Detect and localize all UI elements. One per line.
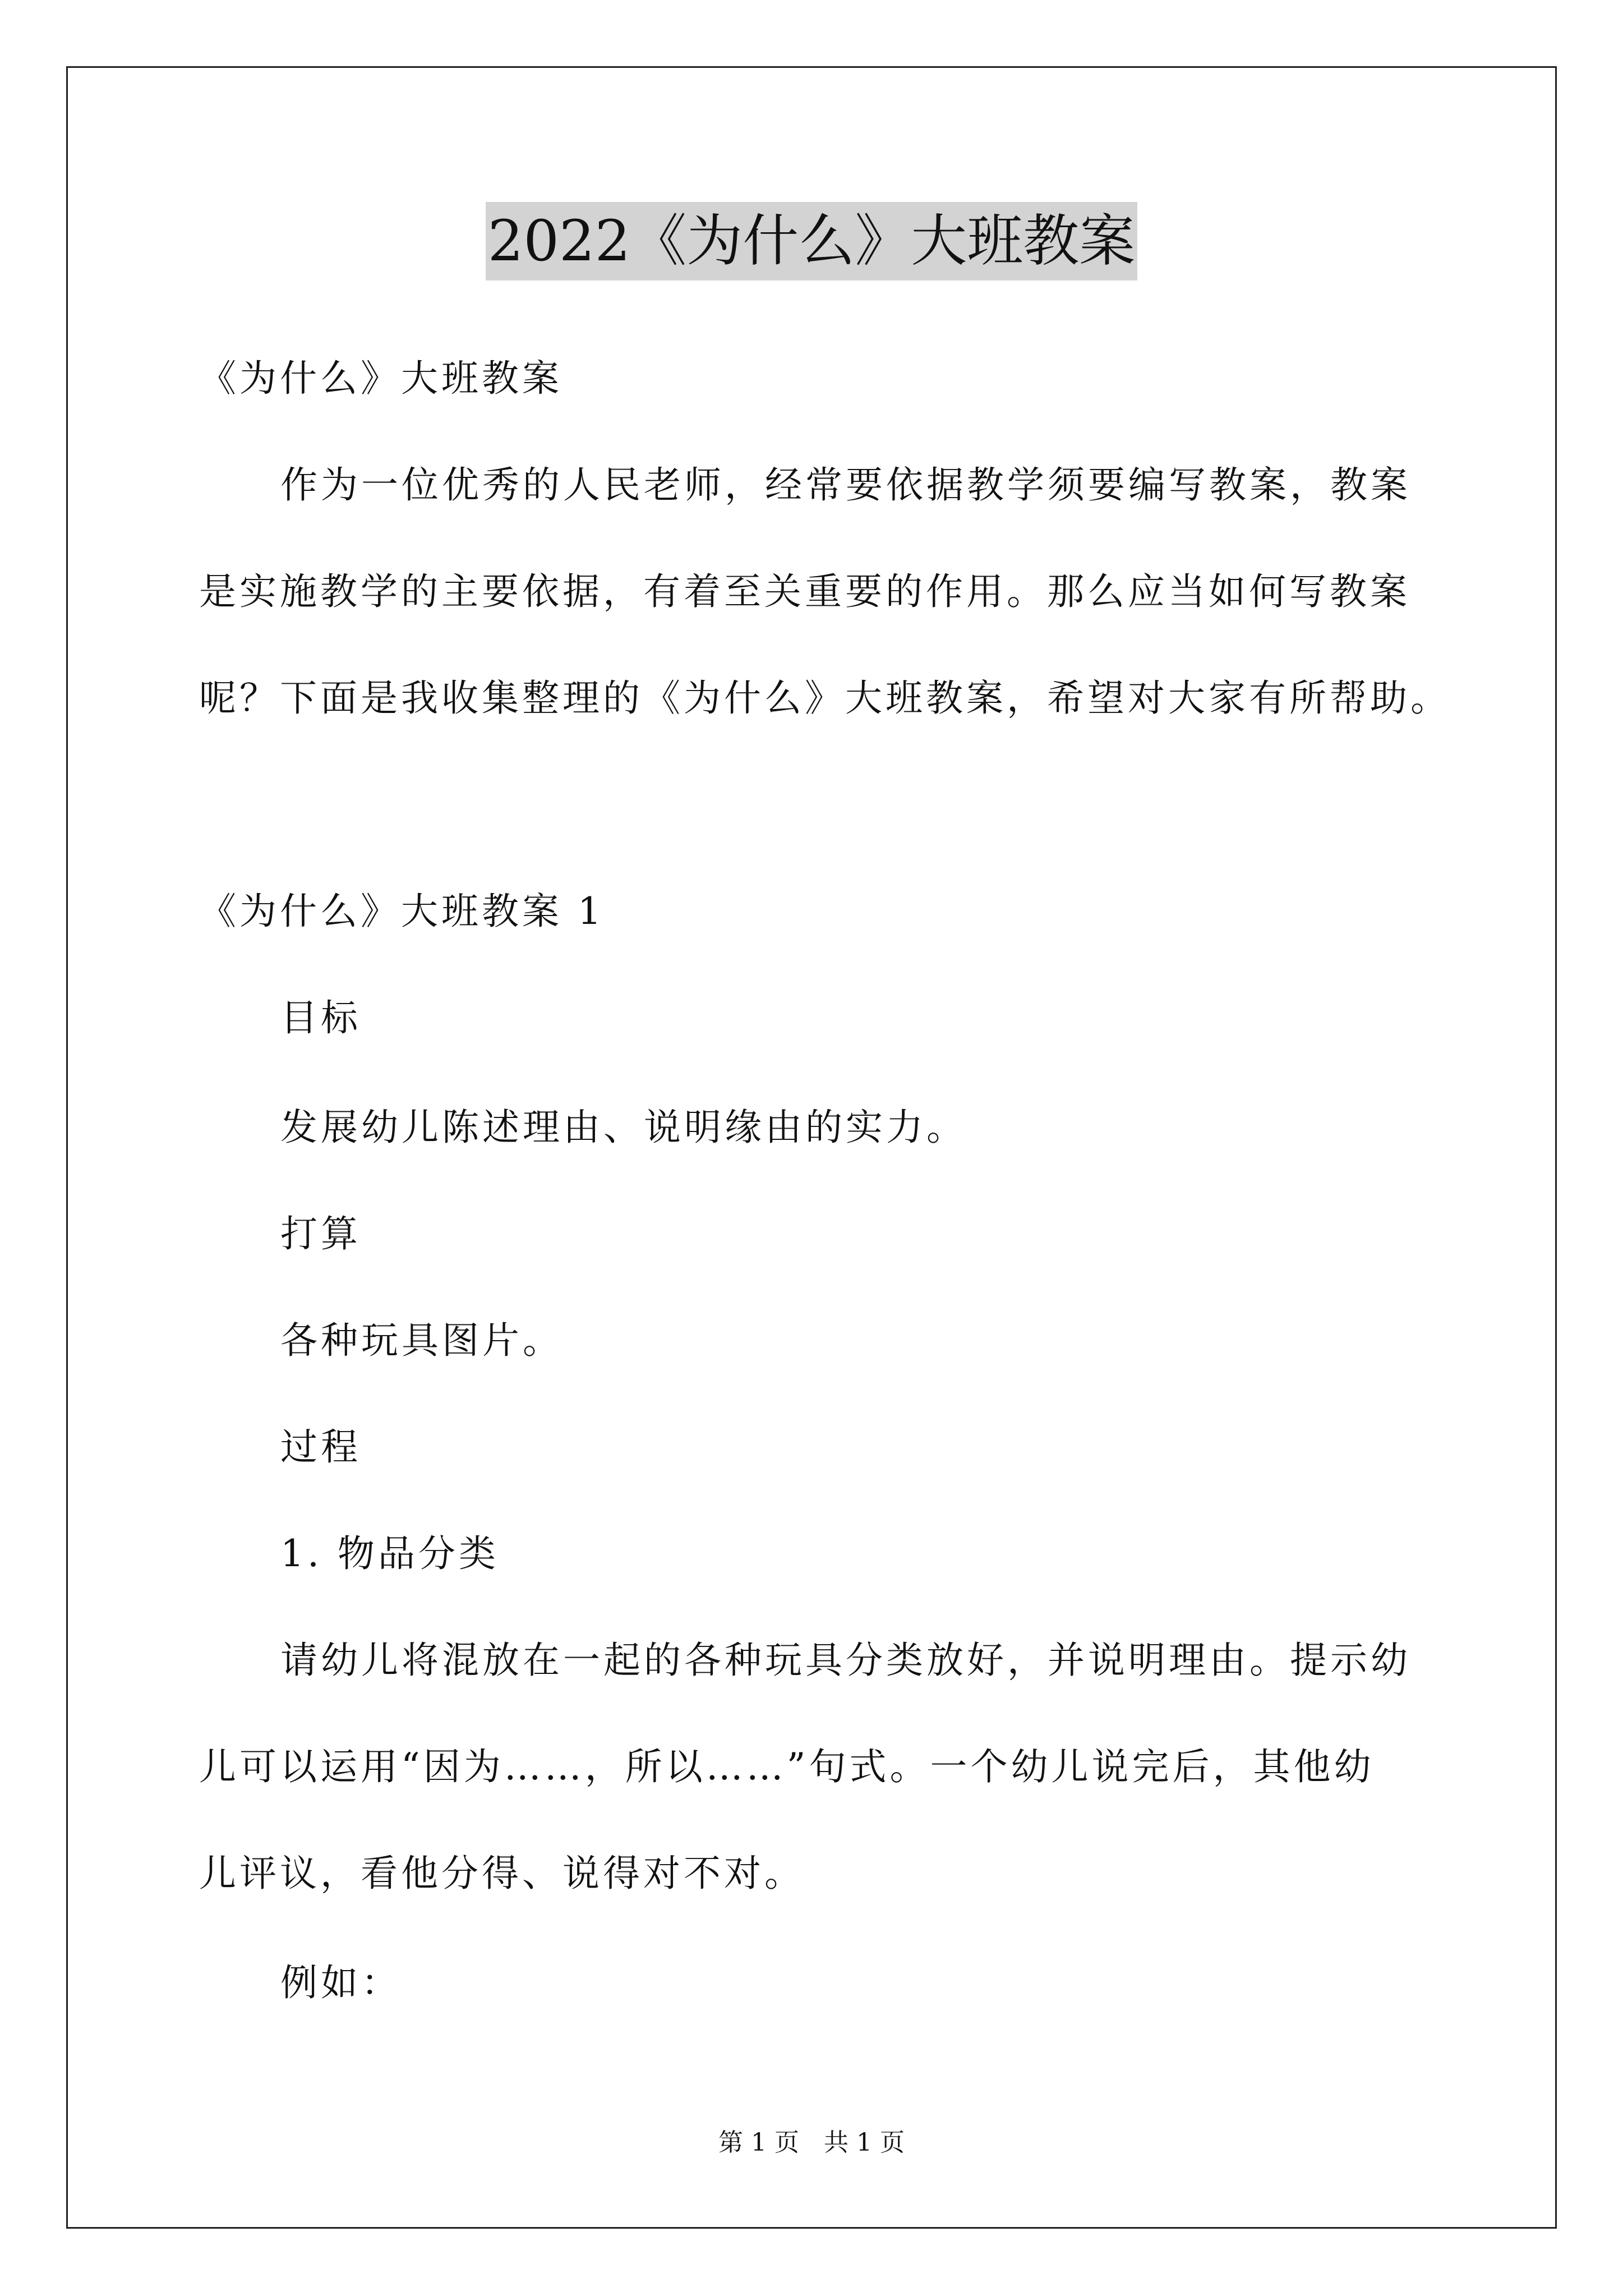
example-label: 例如：	[280, 1961, 402, 2004]
prep-text: 各种玩具图片。	[280, 1319, 563, 1362]
step1-line-1: 请幼儿将混放在一起的各种玩具分类放好，并说明理由。提示幼	[280, 1639, 1411, 1682]
subtitle: 《为什么》大班教案	[199, 357, 562, 400]
intro-line-1: 作为一位优秀的人民老师，经常要依据教学须要编写教案，教案	[280, 463, 1411, 507]
intro-line-3: 呢？下面是我收集整理的《为什么》大班教案，希望对大家有所帮助。	[199, 677, 1451, 720]
goal-text: 发展幼儿陈述理由、说明缘由的实力。	[280, 1106, 967, 1149]
page-footer: 第 1 页 共 1 页	[718, 2128, 905, 2157]
step1-line-3: 儿评议，看他分得、说得对不对。	[199, 1852, 805, 1895]
process-heading: 过程	[280, 1425, 361, 1469]
intro-line-2: 是实施教学的主要依据，有着至关重要的作用。那么应当如何写教案	[199, 570, 1410, 613]
prep-heading: 打算	[280, 1212, 361, 1255]
goal-heading: 目标	[280, 996, 361, 1039]
section-heading: 《为什么》大班教案 1	[199, 890, 605, 933]
step1-line-2: 儿可以运用“因为……，所以……”句式。一个幼儿说完后，其他幼	[199, 1745, 1375, 1788]
document-title: 2022《为什么》大班教案	[486, 202, 1138, 280]
step1-heading: 1. 物品分类	[280, 1532, 499, 1575]
title-container	[0, 202, 1623, 280]
